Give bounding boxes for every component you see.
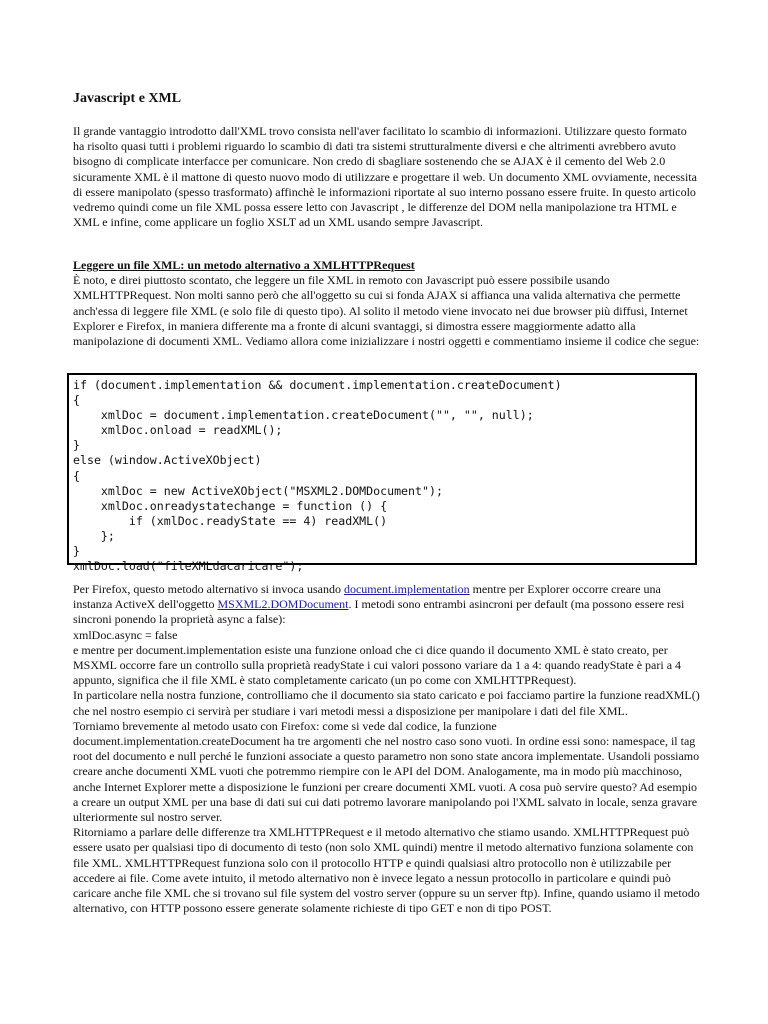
- paragraph-with-links: [73, 582, 701, 628]
- code-line: };: [73, 528, 115, 543]
- code-line: xmlDoc.onreadystatechange = function () {: [73, 498, 388, 513]
- code-line: }: [73, 438, 80, 453]
- msxml2-domdocument-link[interactable]: MSXML2.DOMDocument: [217, 597, 349, 612]
- section-body: È noto, e direi piuttosto scontato, che leggere un file XML in remoto con Javascript può essere possibile usando XMLHTTPRequest. Non molti sanno però che all'oggetto su cui si fonda AJAX si affianca una valida alternativa che permette anch'essa di leggere file XML (e solo file di questo tipo). Al solito il metodo viene invocato nei due browser più diffusi, Internet Explorer e Firefox, in maniera differente ma a fronte di alcuni svantaggi, si dimostra essere maggiormente adatto alla manipolazione di documenti XML. Vediamo allora come inizializzare i nostri oggetti e commentiamo insieme il codice che segue:: [73, 273, 700, 349]
- code-line: if (document.implementation && document.implementation.createDocument): [73, 378, 562, 392]
- text-run: mentre per Explorer occorre creare una instanza ActiveX dell'oggetto: [73, 582, 661, 612]
- code-line: xmlDoc.load("fileXMLdacaricare");: [73, 559, 304, 574]
- page-title: Javascript e XML: [73, 91, 182, 106]
- text-run: Per Firefox, questo metodo alternativo si invoca usando: [73, 582, 344, 596]
- paragraph: In particolare nella nostra funzione, controlliamo che il documento sia stato caricato e poi facciamo partire la funzione readXML() che nel nostro esempio ci servirà per studiare i vari metodi messi a disposizione per manipolare i dati del file XML.: [73, 688, 700, 718]
- after-code-text: [73, 582, 701, 916]
- paragraph: Torniamo brevemente al metodo usato con Firefox: come si vede dal codice, la funzione document.implementation.createDocument ha tre argomenti che nel nostro caso sono vuoti. In ordine essi sono: namespace, il tag root del documento e null perché le funzioni associate a questo parametro non sono state ancora implementate. Usandoli possiamo creare anche documenti XML vuoti che potremmo riempire con le API del DOM. Analogamente, ma in modo più macchinoso, anche Internet Explorer mette a disposizione le funzioni per creare documenti XML vuoti. A cosa può servire questo? Ad esempio a creare un output XML per una base di dati sui cui dati potremo lavorare manipolando poi l'XML salvato in locale, senza gravare ulteriormente sul nostro server.: [73, 718, 700, 825]
- code-line: {: [73, 468, 80, 483]
- code-line: }: [73, 544, 80, 559]
- paragraph: e mentre per document.implementation esiste una funzione onload che ci dice quando il documento XML è stato creato, per MSXML occorre fare un controllo sulla proprietà readyState i cui valori possono variare da 1 a 4: quando readyState è pari a 4 appunto, significa che il file XML è stato completamente caricato (un po come con XMLHTTPRequest).: [73, 642, 682, 688]
- code-line: else (window.ActiveXObject): [73, 453, 262, 468]
- intro-paragraph: Il grande vantaggio introdotto dall'XML trovo consista nell'aver facilitato lo scambio di informazioni. Utilizzare questo formato ha risolto quasi tutti i problemi riguardo lo scambio di dati tra sistemi strutturalmente diversi e che altrimenti avrebbero avuto bisogno di complicate interfacce per comunicare. Non credo di sbagliare sostenendo che se AJAX è il cemento del Web 2.0 sicuramente XML è il mattone di questo nuovo modo di utilizzare e progettare il web. Un documento XML ovviamente, necessita di essere manipolato (spesso trasformato) affinchè le informazioni riportate al suo interno possano essere fruite. In questo articolo vedremo quindi come un file XML possa essere letto con Javascript , le differenze del DOM nella manipolazione tra HTML e XML e infine, come applicare un foglio XSLT ad un XML usando sempre Javascript.: [73, 124, 697, 230]
- code-line: xmlDoc = new ActiveXObject("MSXML2.DOMDocument");: [73, 483, 443, 498]
- text-run: . I metodi sono entrambi asincroni per default (ma possono essere resi sincroni ponendo la proprietà async a false):: [73, 597, 685, 627]
- code-line: {: [73, 393, 80, 408]
- section-heading: Leggere un file XML: un metodo alternativo a XMLHTTPRequest: [73, 258, 415, 272]
- code-line: if (xmlDoc.readyState == 4) readXML(): [73, 513, 388, 528]
- code-line: xmlDoc = document.implementation.createDocument("", "", null);: [73, 408, 534, 423]
- code-block: [67, 373, 697, 574]
- paragraph: Ritorniamo a parlare delle differenze tra XMLHTTPRequest e il metodo alternativo che stiamo usando. XMLHTTPRequest può essere usato per qualsiasi tipo di documento di testo (non solo XML quindi) mentre il metodo alternativo funziona solamente con file XML. XMLHTTPRequest funziona solo con il protocollo HTTP e quindi qualsiasi altro protocollo non è utilizzabile per accedere ai file. Come avete intuito, il metodo alternativo non è invece legato a nessun protocollo in particolare e quindi può caricare anche file XML che si trovano sul file system del vostro server (oppure su un server ftp). Infine, quando usiamo il metodo alternativo, con HTTP possono essere generate solamente richieste di tipo GET e non di tipo POST.: [73, 825, 700, 916]
- document-implementation-link[interactable]: document.implementation: [343, 582, 470, 596]
- code-line: xmlDoc.onload = readXML();: [73, 423, 283, 438]
- async-line: xmlDoc.async = false: [73, 627, 178, 642]
- section-block: [73, 258, 701, 349]
